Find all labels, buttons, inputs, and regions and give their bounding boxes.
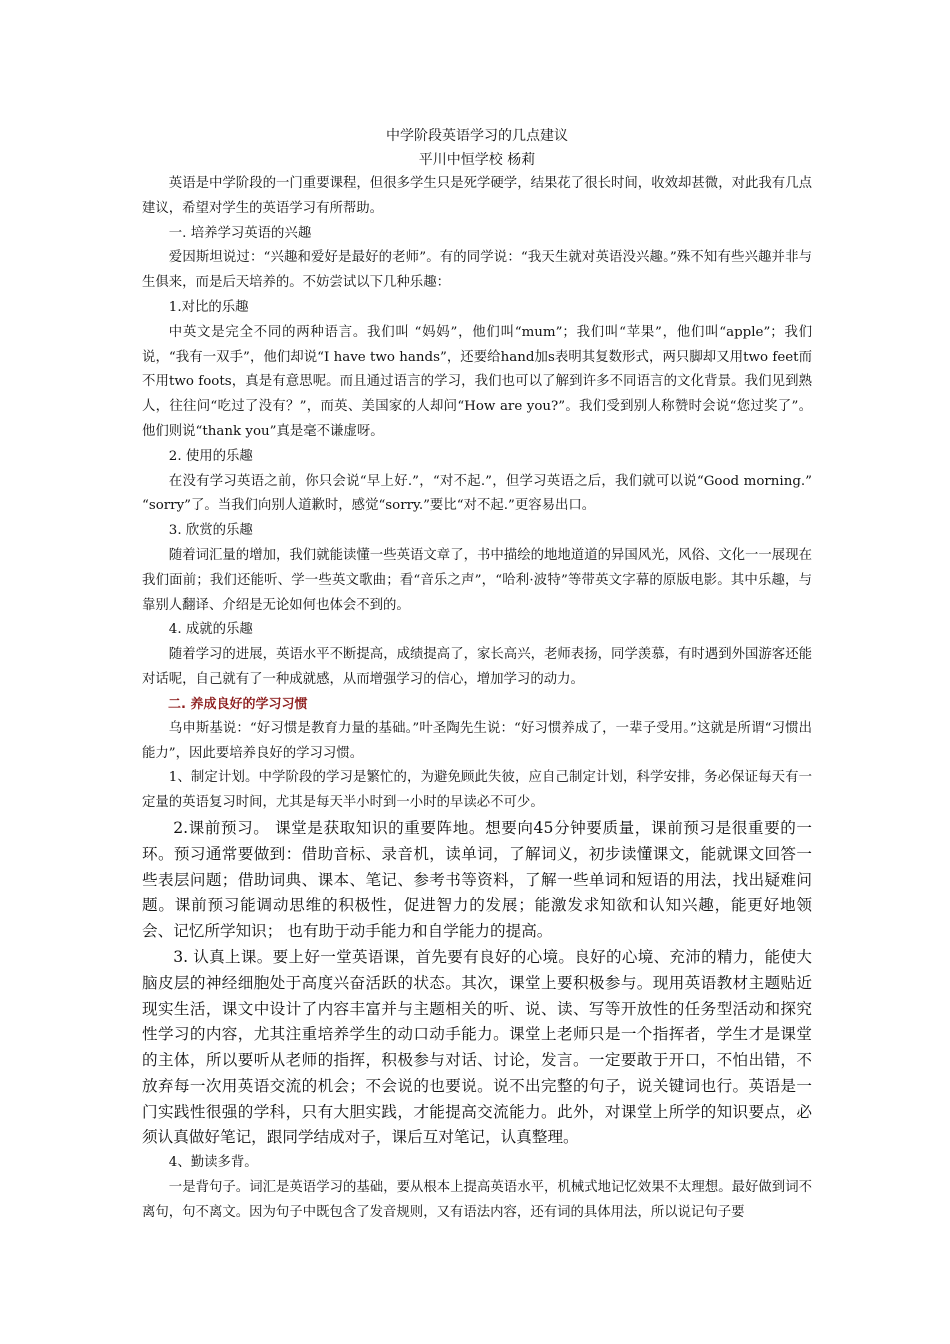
subheading: 3. 欣赏的乐趣 — [168, 523, 253, 539]
section-heading-1: 一. 培养学习英语的兴趣 — [168, 225, 312, 241]
paragraph: 一是背句子。词汇是英语学习的基础，要从根本上提高英语水平，机械式地记忆效果不太理想。最好做到词不离句，句不离文。因为句子中既包含了发音规则，又有语法内容，还有词的具体用法，所以说记句子要 — [142, 1180, 812, 1220]
paragraph: 随着学习的进展，英语水平不断提高，成绩提高了，家长高兴，老师表扬，同学羡慕，有时遇到外国游客还能对话呢，自己就有了一种成就感，从而增强学习的信心，增加学习的动力。 — [142, 647, 812, 687]
paragraph: 乌申斯基说：“好习惯是教育力量的基础。”叶圣陶先生说：“好习惯养成了，一辈子受用。”这就是所谓“习惯出能力”，因此要培养良好的学习习惯。 — [142, 720, 812, 761]
section-heading-2: 二. 养成良好的学习习惯 — [168, 696, 308, 712]
doc-author: 平川中恒学校 杨莉 — [418, 152, 536, 168]
paragraph-large: 2.课前预习。 课堂是获取知识的重要阵地。想要向45分钟要质量，课前预习是很重要的一环。预习通常要做到：借助音标、录音机，读单词，了解词义，初步读懂课文，能就课文回答一些表层问题；借助词典、课本、笔记、参考书等资料，了解一些单词和短语的用法，找出疑难问题。课前预习能调动思维的积极性，促进智力的发展；能激发求知欲和认知兴趣，能更好地领会、记忆所学知识； 也有助于动手能力和自学能力的提高。 — [142, 818, 812, 941]
paragraph: 1、制定计划。中学阶段的学习是繁忙的，为避免顾此失彼，应自己制定计划，科学安排，务必保证每天有一定量的英语复习时间，尤其是每天半小时到一小时的早读必不可少。 — [142, 770, 812, 811]
subheading: 1.对比的乐趣 — [168, 299, 249, 315]
paragraph: 随着词汇量的增加，我们就能读懂一些英语文章了，书中描绘的地地道道的异国风光，风俗、文化一一展现在我们面前；我们还能听、学一些英文歌曲；看“音乐之声”，“哈利·波特”等带英文字幕的原版电影。其中乐趣，与靠别人翻译、介绍是无论如何也体会不到的。 — [142, 547, 812, 613]
subheading: 4、勤读多背。 — [168, 1155, 258, 1171]
paragraph: 中英文是完全不同的两种语言。我们叫 “妈妈”，他们叫“mum”；我们叫“苹果”，他们叫“apple”；我们说，“我有一双手”，他们却说“I have two hands”，还要给hand加s表明其复数形式，两只脚却又用two feet而不用two foots，真是有意思呢。而且通过语言的学习，我们也可以了解到许多不同语言的文化背景。我们见到熟人，往往问“吃过了没有？”，而英、美国家的人却问“How are you?”。我们受到别人称赞时会说“您过奖了”。他们则说“thank you”真是毫不谦虚呀。 — [142, 324, 812, 439]
paragraph: 在没有学习英语之前，你只会说“早上好.”，“对不起.”，但学习英语之后，我们就可以说“Good morning.” “sorry”了。当我们向别人道歉时，感觉“sorry.”要比“对不起.”更容易出口。 — [142, 473, 812, 514]
subheading: 2. 使用的乐趣 — [168, 448, 253, 464]
subheading: 4. 成就的乐趣 — [168, 622, 253, 638]
paragraph-large: 3. 认真上课。要上好一堂英语课，首先要有良好的心境。良好的心境、充沛的精力，能使大脑皮层的神经细胞处于高度兴奋活跃的状态。其次，课堂上要积极参与。现用英语教材主题贴近现实生活，课文中设计了内容丰富并与主题相关的听、说、读、写等开放性的任务型活动和探究性学习的内容，尤其注重培养学生的动口动手能力。课堂上老师只是一个指挥者，学生才是课堂的主体，所以要听从老师的指挥，积极参与对话、讨论，发言。一定要敢于开口，不怕出错，不放弃每一次用英语交流的机会；不会说的也要说。说不出完整的句子，说关键词也行。英语是一门实践性很强的学科，只有大胆实践，才能提高交流能力。此外，对课堂上所学的知识要点，必须认真做好笔记，跟同学结成对子，课后互对笔记，认真整理。 — [142, 947, 812, 1147]
doc-title: 中学阶段英语学习的几点建议 — [386, 128, 568, 144]
intro-paragraph: 英语是中学阶段的一门重要课程，但很多学生只是死学硬学，结果花了很长时间，收效却甚微，对此我有几点建议，希望对学生的英语学习有所帮助。 — [142, 176, 812, 216]
paragraph: 爱因斯坦说过：“兴趣和爱好是最好的老师”。有的同学说：“我天生就对英语没兴趣。”殊不知有些兴趣并非与生俱来，而是后天培养的。不妨尝试以下几种乐趣： — [142, 250, 812, 291]
